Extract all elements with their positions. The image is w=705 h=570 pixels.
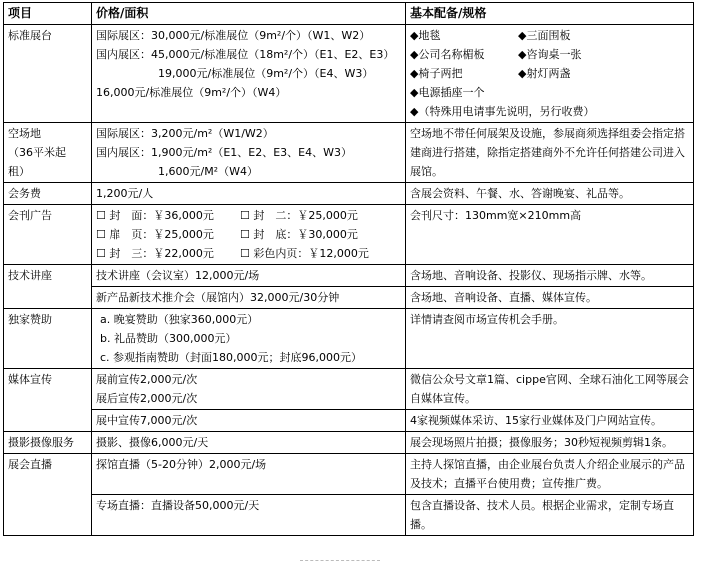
spec-cell: 空场地不带任何展架及设施，参展商须选择组委会指定搭建商进行搭建，除指定搭建商外不允许任何搭建公司进入展馆。 — [406, 123, 694, 183]
table-row — [4, 183, 694, 205]
table-row — [4, 265, 694, 287]
sponsor-item: a. 晚宴赞助（独家360,000元） — [100, 313, 259, 326]
equip-item: ◆咨询桌一张 — [518, 48, 582, 61]
spec-cell: 会刊尺寸：130mm宽×210mm高 — [406, 205, 694, 265]
price-cell: 摄影、摄像6,000元/天 — [92, 432, 406, 454]
spec-cell: 含场地、音响设备、投影仪、现场指示牌、水等。 — [406, 265, 694, 287]
table-row — [4, 495, 694, 536]
price-line: 16,000元/标准展位（9m²/个）（W4） — [96, 86, 287, 99]
sponsor-item: c. 参观指南赞助（封面180,000元；封底96,000元） — [100, 351, 363, 364]
table-row — [4, 454, 694, 495]
row-label: 摄影摄像服务 — [4, 432, 92, 454]
row-label: 标准展台 — [4, 25, 92, 123]
table-row — [4, 309, 694, 369]
row-label: 空场地 （36平米起 租） — [4, 123, 92, 183]
price-cell: 技术讲座（会议室）12,000元/场 — [92, 265, 406, 287]
price-cell — [92, 123, 406, 183]
price-cell — [92, 369, 406, 410]
price-table — [3, 2, 694, 536]
header-price: 价格/面积 — [92, 3, 406, 25]
spec-cell: 含场地、音响设备、直播、媒体宣传。 — [406, 287, 694, 309]
price-cell: 展中宣传7,000元/次 — [92, 410, 406, 432]
equip-item: ◆电源插座一个 — [410, 86, 485, 99]
spec-cell: 4家视频媒体采访、15家行业媒体及门户网站宣传。 — [406, 410, 694, 432]
price-cell — [92, 205, 406, 265]
row-label: 会务费 — [4, 183, 92, 205]
spec-cell: 主持人探馆直播，由企业展台负责人介绍企业展示的产品及技术；直播平台使用费；宣传推广费。 — [406, 454, 694, 495]
price-line: 展前宣传2,000元/次 — [96, 373, 198, 386]
table-row — [4, 432, 694, 454]
equip-item: ◆椅子两把 — [410, 67, 463, 80]
spec-cell: 详情请查阅市场宣传机会手册。 — [406, 309, 694, 369]
ad-option: ☐ 扉 页：￥25,000元 — [96, 225, 240, 244]
price-cell — [92, 25, 406, 123]
price-line: 国际展区：3,200元/m²（W1/W2） — [96, 127, 274, 140]
ad-option: ☐ 彩色内页：￥12,000元 — [240, 244, 400, 263]
equip-item: ◆公司名称楣板 — [410, 48, 485, 61]
table-row — [4, 205, 694, 265]
row-label: 独家赞助 — [4, 309, 92, 369]
table-row — [4, 25, 694, 123]
table-row — [4, 369, 694, 410]
equip-item: ◆（特殊用电请事先说明，另行收费） — [410, 105, 595, 118]
ad-option: ☐ 封 二：￥25,000元 — [240, 206, 400, 225]
price-cell: 探馆直播（5-20分钟）2,000元/场 — [92, 454, 406, 495]
spec-cell: 展会现场照片拍摄；摄像服务；30秒短视频剪辑1条。 — [406, 432, 694, 454]
equip-item: ◆三面围板 — [518, 29, 571, 42]
spec-cell — [406, 25, 694, 123]
header-item: 项目 — [4, 3, 92, 25]
header-spec: 基本配备/规格 — [406, 3, 694, 25]
spec-cell: 微信公众号文章1篇、cippe官网、全球石油化工网等展会自媒体宣传。 — [406, 369, 694, 410]
table-row — [4, 287, 694, 309]
table-row — [4, 410, 694, 432]
price-cell: 专场直播：直播设备50,000元/天 — [92, 495, 406, 536]
row-label: 技术讲座 — [4, 265, 92, 309]
equip-item: ◆地毯 — [410, 29, 441, 42]
row-label: 会刊广告 — [4, 205, 92, 265]
spec-cell: 包含直播设备、技术人员。根据企业需求，定制专场直播。 — [406, 495, 694, 536]
sponsor-item: b. 礼品赞助（300,000元） — [100, 332, 237, 345]
price-line: 19,000元/标准展位（9m²/个）（E4、W3） — [158, 67, 374, 80]
table-row — [4, 123, 694, 183]
ad-option: ☐ 封 底：￥30,000元 — [240, 225, 400, 244]
price-line: 国内展区：45,000元/标准展位（18m²/个）（E1、E2、E3） — [96, 48, 395, 61]
ad-option: ☐ 封 面：￥36,000元 — [96, 206, 240, 225]
price-line: 国际展区：30,000元/标准展位（9m²/个）（W1、W2） — [96, 29, 371, 42]
spec-cell: 含展会资料、午餐、水、答谢晚宴、礼品等。 — [406, 183, 694, 205]
equip-item: ◆射灯两盏 — [518, 67, 571, 80]
ad-option: ☐ 封 三：￥22,000元 — [96, 244, 240, 263]
row-label: 媒体宣传 — [4, 369, 92, 432]
price-line: 1,600元/M²（W4） — [158, 165, 258, 178]
price-cell: 新产品新技术推介会（展馆内）32,000元/30分钟 — [92, 287, 406, 309]
price-line: 展后宣传2,000元/次 — [96, 392, 198, 405]
price-line: 国内展区：1,900元/m²（E1、E2、E3、E4、W3） — [96, 146, 352, 159]
table-header-row — [4, 3, 694, 25]
price-cell — [92, 309, 406, 369]
row-label: 展会直播 — [4, 454, 92, 536]
price-cell: 1,200元/人 — [92, 183, 406, 205]
